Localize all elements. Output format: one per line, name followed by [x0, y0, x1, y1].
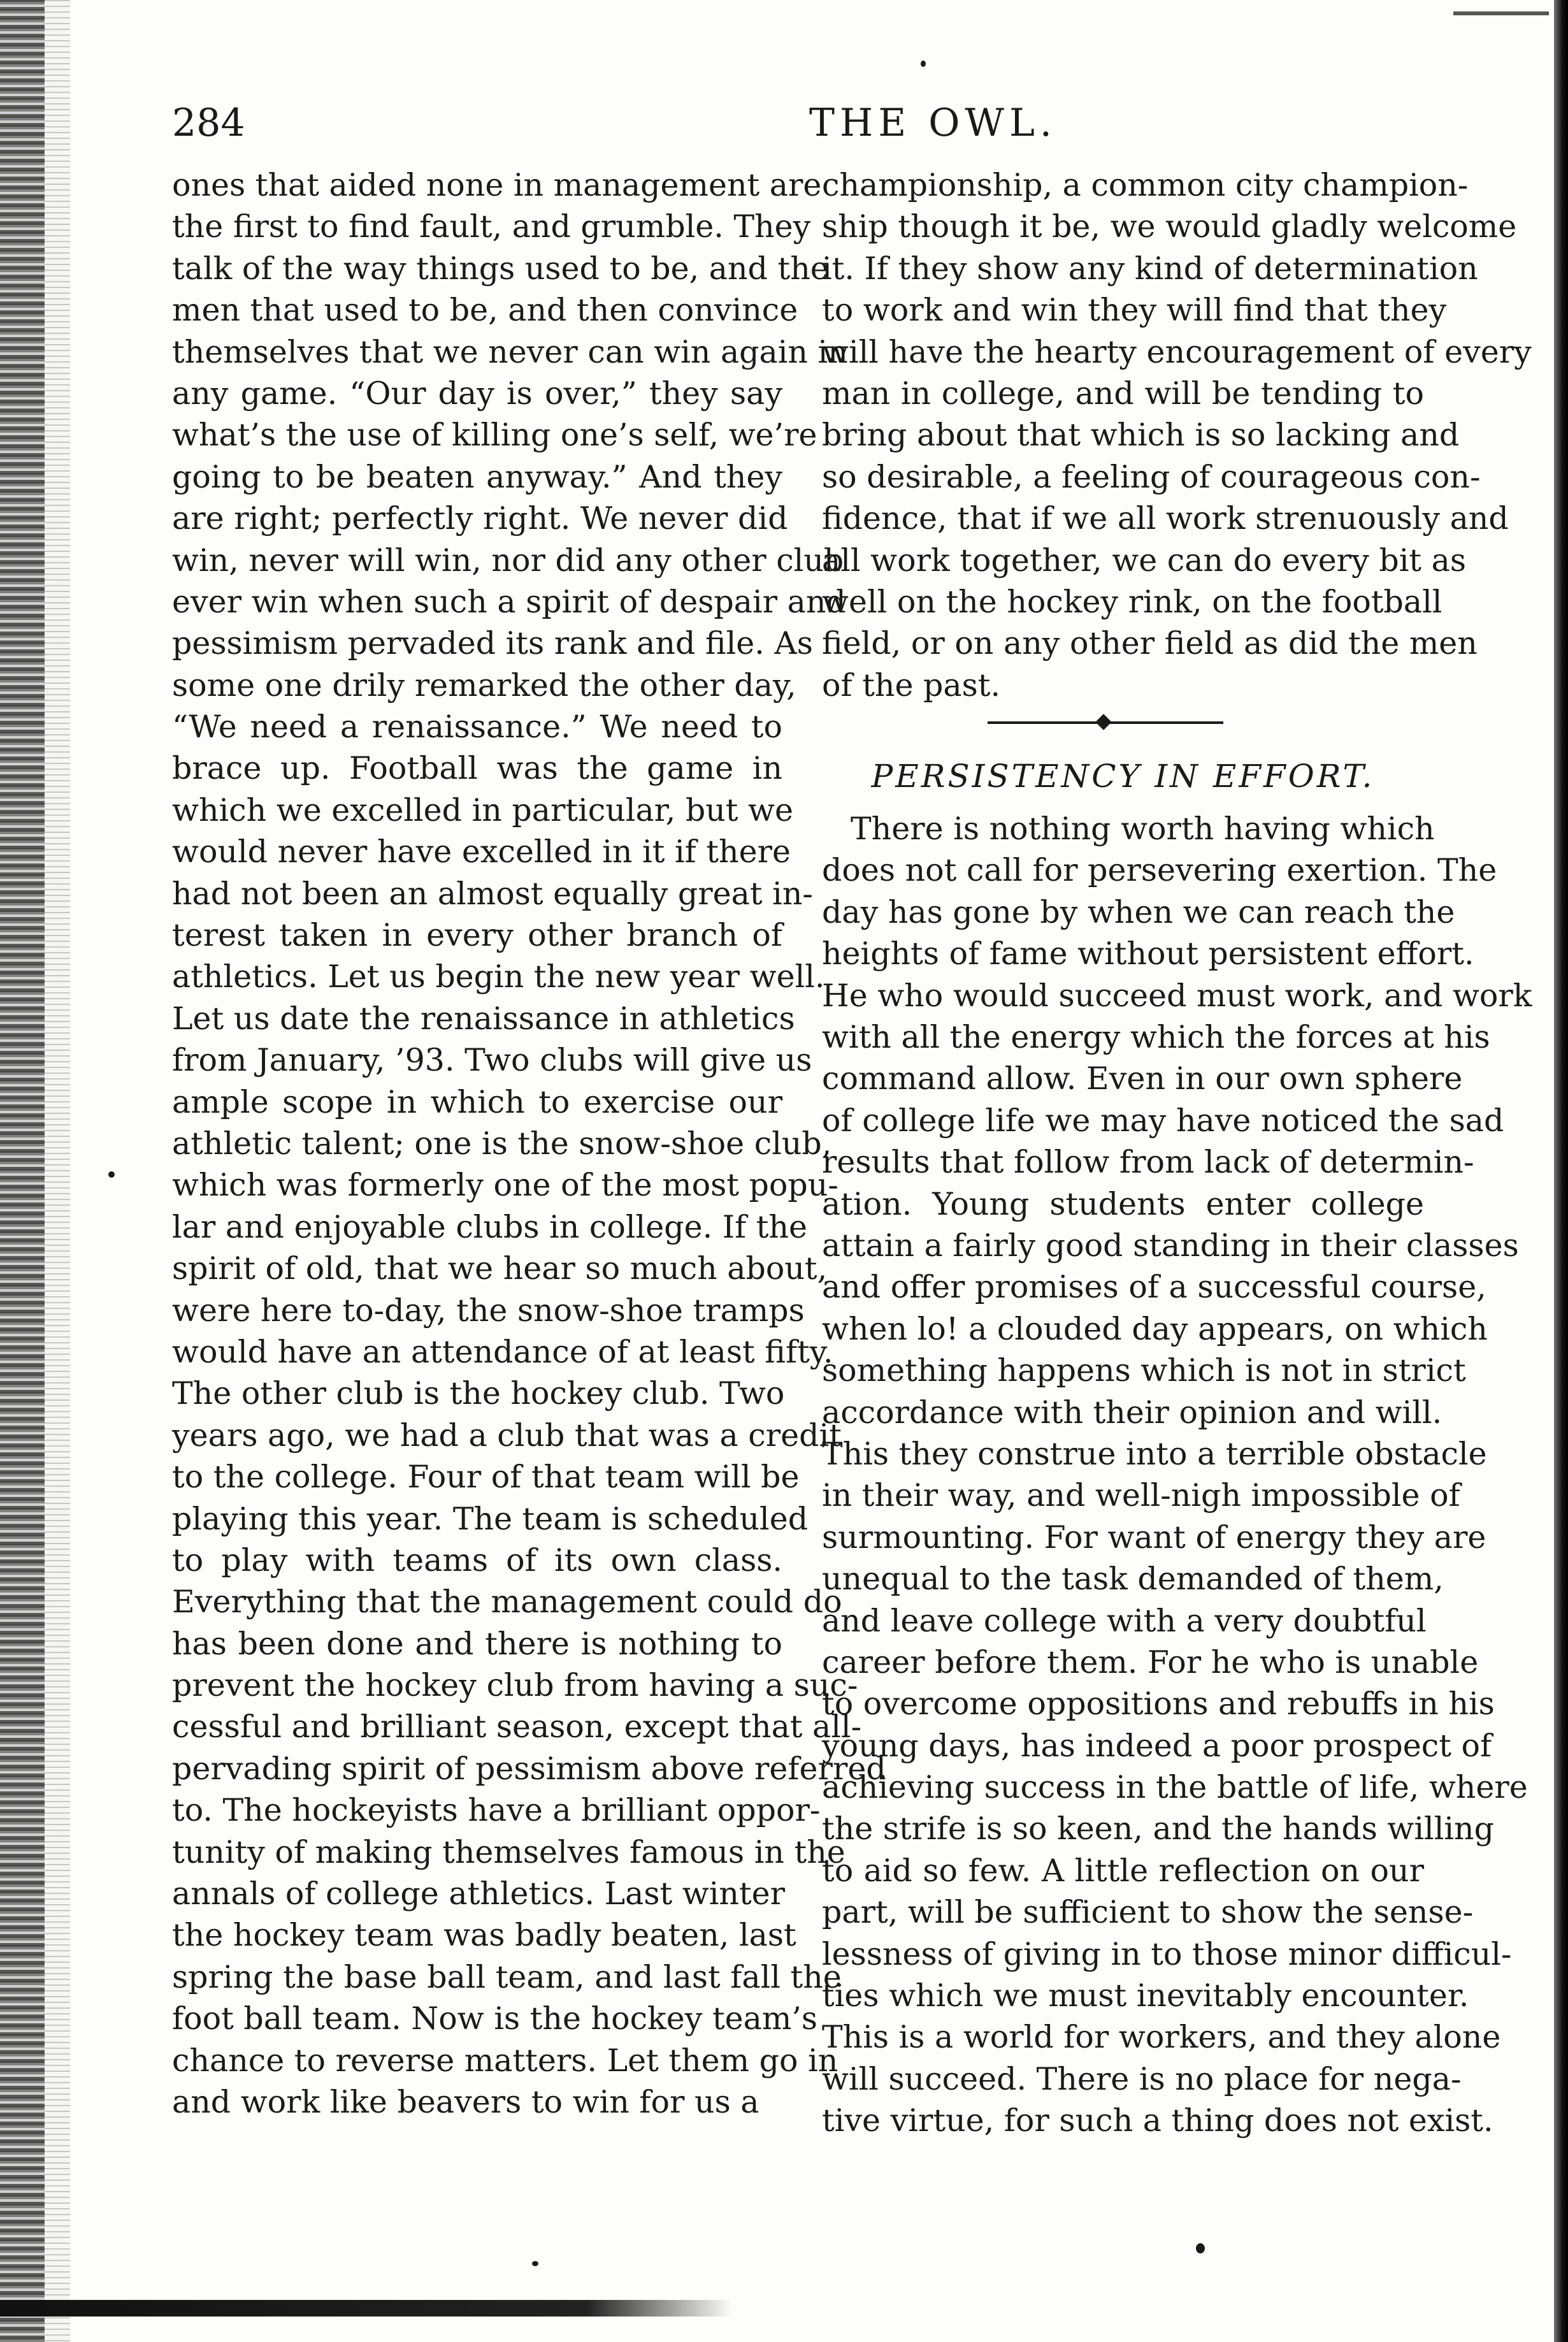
- text-line: attain a fairly good standing in their classes: [822, 1227, 1519, 1264]
- text-line: and offer promises of a successful course,: [822, 1269, 1486, 1306]
- text-line: terest taken in every other branch of: [172, 917, 782, 954]
- ink-speck: [532, 2261, 538, 2266]
- text-line: the first to find fault, and grumble. They: [172, 208, 811, 245]
- divider-ornament: [1095, 714, 1111, 730]
- right-column: [822, 164, 1532, 2142]
- text-line: day has gone by when we can reach the: [822, 893, 1455, 930]
- left-column: [172, 164, 886, 2123]
- text-line: pervading spirit of pessimism above referred: [172, 1750, 886, 1787]
- text-line: well on the hockey rink, on the football: [822, 583, 1442, 620]
- text-line: the hockey team was badly beaten, last: [172, 1917, 796, 1954]
- text-line: were here to-day, the snow-shoe tramps: [172, 1292, 805, 1329]
- text-line: with all the energy which the forces at his: [822, 1019, 1490, 1056]
- ink-speck: [921, 61, 926, 67]
- text-line: all work together, we can do every bit as: [822, 542, 1467, 579]
- text-line: The other club is the hockey club. Two: [172, 1375, 785, 1412]
- text-line: what’s the use of killing one’s self, we’re: [172, 417, 817, 454]
- text-line: going to be beaten anyway.” And they: [172, 458, 782, 495]
- text-line: some one drily remarked the other day,: [172, 667, 796, 704]
- text-line: the strife is so keen, and the hands willing: [822, 1811, 1494, 1847]
- text-line: Everything that the management could do: [172, 1584, 842, 1621]
- section-divider: [822, 706, 1424, 751]
- text-line: Let us date the renaissance in athletics: [172, 1000, 795, 1037]
- text-line: ample scope in which to exercise our: [172, 1083, 782, 1120]
- text-line: will have the hearty encouragement of every: [822, 333, 1532, 370]
- text-line: heights of fame without persistent effort.: [822, 936, 1474, 972]
- text-line: would have an attendance of at least fifty.: [172, 1333, 833, 1370]
- page-right-edge: [1554, 0, 1568, 2342]
- text-line: which was formerly one of the most popu-: [172, 1167, 838, 1204]
- text-line: would never have excelled in it if there: [172, 834, 791, 871]
- section-body: [822, 808, 1532, 2142]
- text-line: to the college. Four of that team will be: [172, 1459, 800, 1496]
- text-line: spring the base ball team, and last fall the: [172, 1958, 842, 1995]
- binding-edge-shadow: [45, 0, 70, 2342]
- text-line: surmounting. For want of energy they are: [822, 1519, 1486, 1556]
- text-line: field, or on any other field as did the men: [822, 625, 1478, 662]
- section-heading: PERSISTENCY IN EFFORT.: [871, 758, 1375, 795]
- text-line: to. The hockeyists have a brilliant oppor-: [172, 1792, 821, 1829]
- text-line: This they construe into a terrible obstacle: [822, 1435, 1487, 1472]
- text-line: of college life we may have noticed the sad: [822, 1102, 1504, 1139]
- journal-title: THE OWL.: [809, 101, 1057, 145]
- text-line: ever win when such a spirit of despair and: [172, 583, 846, 620]
- text-line: fidence, that if we all work strenuously and: [822, 500, 1509, 537]
- text-line: it. If they show any kind of determination: [822, 250, 1478, 287]
- text-line: prevent the hockey club from having a suc-: [172, 1667, 858, 1704]
- text-line: This is a world for workers, and they alone: [822, 2019, 1501, 2056]
- text-line: lar and enjoyable clubs in college. If the: [172, 1208, 808, 1245]
- ink-speck: [1196, 2243, 1205, 2253]
- text-line: playing this year. The team is scheduled: [172, 1500, 809, 1537]
- text-line: championship, a common city champion-: [822, 167, 1469, 203]
- text-line: brace up. Football was the game in: [172, 750, 782, 787]
- text-line: had not been an almost equally great in-: [172, 875, 813, 912]
- text-line: chance to reverse matters. Let them go in: [172, 2042, 838, 2079]
- text-line: which we excelled in particular, but we: [172, 792, 793, 828]
- text-line: There is nothing worth having which: [851, 811, 1435, 848]
- text-line: career before them. For he who is unable: [822, 1644, 1479, 1681]
- right-column-continuation: [822, 164, 1532, 706]
- text-line: results that follow from lack of determin-: [822, 1144, 1474, 1181]
- top-right-mark: [1453, 11, 1549, 15]
- text-line: any game. “Our day is over,” they say: [172, 375, 782, 412]
- text-line: in their way, and well-nigh impossible of: [822, 1477, 1460, 1514]
- text-line: spirit of old, that we hear so much about,: [172, 1250, 828, 1287]
- text-line: talk of the way things used to be, and the: [172, 250, 829, 287]
- text-line: to play with teams of its own class.: [172, 1542, 782, 1579]
- text-line: something happens which is not in strict: [822, 1352, 1466, 1389]
- page-number: 284: [172, 101, 245, 145]
- ink-speck: [108, 1171, 115, 1178]
- text-line: tunity of making themselves famous in the: [172, 1833, 845, 1870]
- text-line: years ago, we had a club that was a credit: [172, 1417, 842, 1454]
- bottom-edge-mark: [0, 2300, 733, 2317]
- text-line: will succeed. There is no place for nega-: [822, 2060, 1462, 2097]
- text-line: so desirable, a feeling of courageous con-: [822, 458, 1481, 495]
- text-line: accordance with their opinion and will.: [822, 1394, 1442, 1431]
- running-head: [172, 94, 1434, 152]
- text-line: does not call for persevering exertion. The: [822, 852, 1497, 889]
- text-line: command allow. Even in our own sphere: [822, 1060, 1463, 1097]
- text-line: “We need a renaissance.” We need to: [172, 709, 782, 746]
- text-line: part, will be sufficient to show the sense-: [822, 1894, 1474, 1931]
- text-line: achieving success in the battle of life, where: [822, 1769, 1528, 1806]
- text-line: ones that aided none in management are: [172, 167, 822, 203]
- text-line: bring about that which is so lacking and: [822, 417, 1460, 454]
- text-line: ation. Young students enter college: [822, 1185, 1424, 1222]
- text-line: young days, has indeed a poor prospect of: [822, 1727, 1492, 1764]
- text-line: athletic talent; one is the snow-shoe club,: [172, 1125, 832, 1162]
- text-line: tive virtue, for such a thing does not exist.: [822, 2102, 1493, 2139]
- text-line: and work like beavers to win for us a: [172, 2083, 759, 2120]
- text-line: man in college, and will be tending to: [822, 375, 1424, 412]
- text-line: themselves that we never can win again in: [172, 333, 848, 370]
- text-line: ties which we must inevitably encounter.: [822, 1977, 1469, 2014]
- text-line: annals of college athletics. Last winter: [172, 1876, 786, 1912]
- text-line: win, never will win, nor did any other club: [172, 542, 844, 579]
- text-line: ship though it be, we would gladly welcome: [822, 208, 1517, 245]
- text-line: are right; perfectly right. We never did: [172, 500, 788, 537]
- text-line: and leave college with a very doubtful: [822, 1602, 1427, 1639]
- text-line: of the past.: [822, 667, 1001, 704]
- text-line: from January, ’93. Two clubs will give us: [172, 1042, 812, 1079]
- text-line: pessimism pervaded its rank and file. As: [172, 625, 813, 662]
- text-line: when lo! a clouded day appears, on which: [822, 1310, 1488, 1347]
- text-line: men that used to be, and then convince: [172, 292, 798, 329]
- text-line: to overcome oppositions and rebuffs in his: [822, 1686, 1495, 1723]
- text-line: unequal to the task demanded of them,: [822, 1561, 1444, 1598]
- text-line: to aid so few. A little reflection on our: [822, 1852, 1424, 1889]
- text-line: He who would succeed must work, and work: [822, 977, 1532, 1014]
- text-line: to work and win they will find that they: [822, 292, 1447, 329]
- text-line: lessness of giving in to those minor difficul-: [822, 1935, 1512, 1972]
- text-line: has been done and there is nothing to: [172, 1625, 782, 1662]
- text-line: cessful and brilliant season, except that all-: [172, 1709, 862, 1746]
- text-line: foot ball team. Now is the hockey team’s: [172, 2000, 818, 2037]
- binding-edge: [0, 0, 45, 2342]
- text-line: athletics. Let us begin the new year well.: [172, 958, 825, 995]
